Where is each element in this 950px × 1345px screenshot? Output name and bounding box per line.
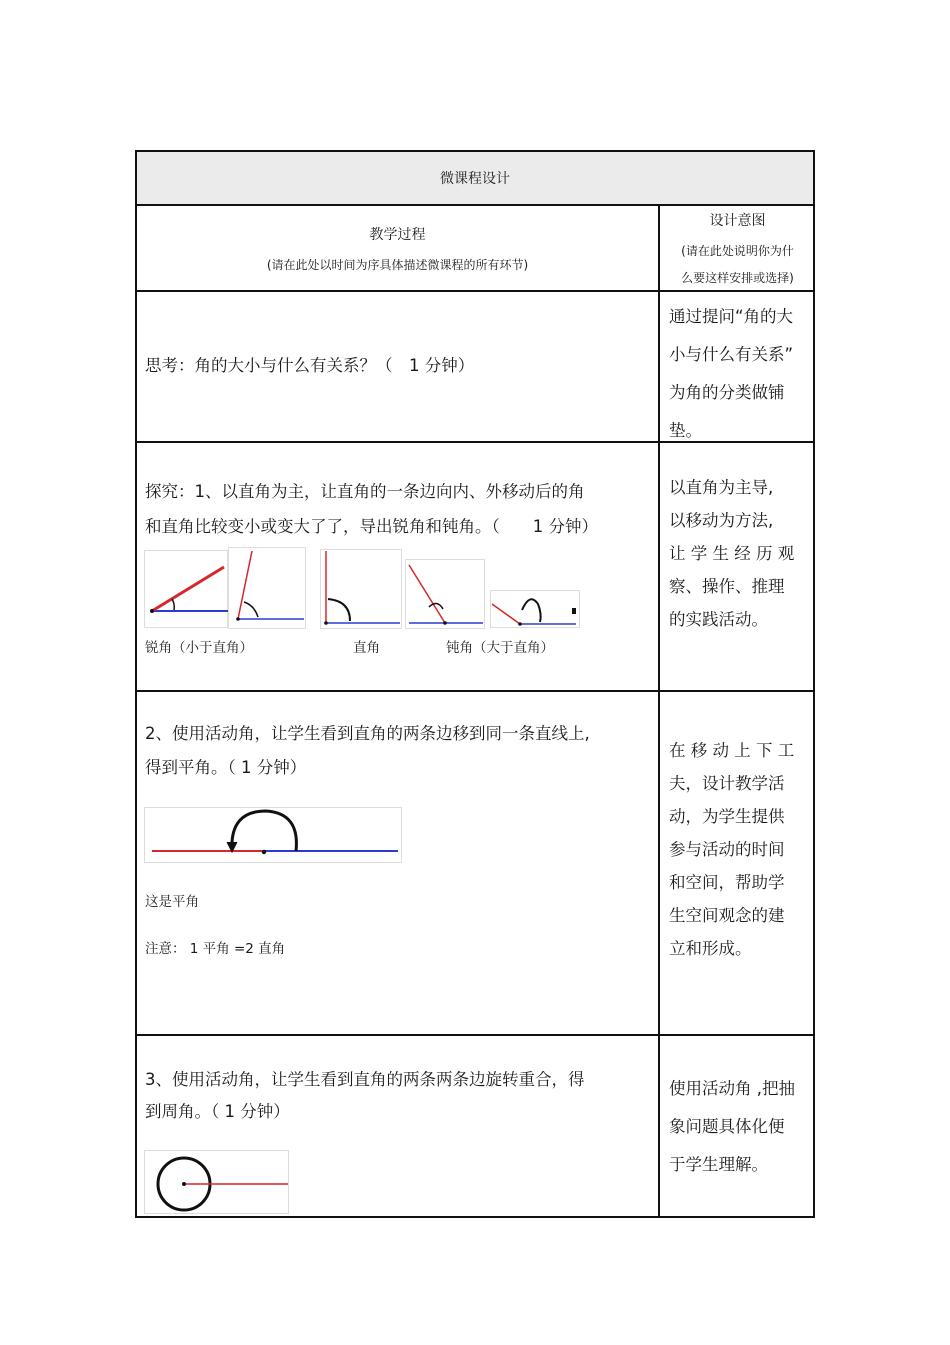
right-column-note-1: (请在此处说明你为什 [681, 244, 794, 258]
intent-line: 生空间观念的建 [669, 906, 785, 925]
intent-line: 在 移 动 上 下 工 [669, 741, 795, 760]
obtuse-angle-figure [405, 559, 485, 629]
acute-angle-figure-2 [228, 547, 306, 629]
row4-text-1: 3、使用活动角，让学生看到直角的两条两条边旋转重合，得 [145, 1070, 585, 1089]
intent-line: 和空间，帮助学 [669, 873, 785, 892]
full-angle-figure [144, 1150, 289, 1214]
divider [137, 290, 813, 292]
row2-intent [669, 471, 815, 636]
column-divider [658, 204, 660, 1218]
intent-line: 使用活动角 ,把抽 [669, 1079, 795, 1098]
row1-intent [669, 298, 815, 450]
intent-line: 通过提问“角的大 [669, 307, 794, 326]
intent-line: 于学生理解。 [669, 1155, 768, 1174]
caption-acute: 锐角（小于直角） [145, 640, 253, 656]
straight-angle-figure [144, 807, 402, 863]
intent-line: 以直角为主导, [669, 478, 774, 497]
row3-text-1: 2、使用活动角，让学生看到直角的两条边移到同一条直线上, [145, 724, 590, 743]
table-title: 微课程设计 [440, 171, 510, 187]
right-column-note-2: 么要这样安排或选择) [681, 271, 794, 285]
row4-text-2: 到周角。（ 1 分钟） [145, 1102, 290, 1121]
straight-angle-note: 注意： 1 平角 =2 直角 [145, 941, 286, 957]
row3-intent [669, 734, 815, 965]
intent-line: 夫，设计教学活 [669, 774, 785, 793]
divider [137, 204, 813, 206]
left-column-note: (请在此处以时间为序具体描述微课程的所有环节) [266, 258, 529, 272]
left-column-title: 教学过程 [369, 227, 426, 243]
intent-line: 垫。 [669, 421, 702, 440]
lesson-table [135, 150, 815, 1218]
row4-intent [669, 1070, 815, 1184]
row2-text-1: 探究：1、以直角为主，让直角的一条边向内、外移动后的角 [145, 482, 585, 501]
intent-line: 立和形成。 [669, 939, 752, 958]
intent-line: 动，为学生提供 [669, 807, 785, 826]
row2-text-2: 和直角比较变小或变大了了，导出锐角和钝角。（ 1 分钟） [145, 517, 598, 536]
intent-line: 为角的分类做铺 [669, 383, 785, 402]
right-angle-figure [320, 549, 402, 629]
divider [137, 1034, 813, 1036]
caption-obtuse: 钝角（大于直角） [446, 640, 554, 656]
intent-line: 象问题具体化便 [669, 1117, 785, 1136]
row3-text-2: 得到平角。（ 1 分钟） [145, 758, 307, 777]
divider [137, 690, 813, 692]
intent-line: 察、操作、推理 [669, 577, 785, 596]
intent-line: 小与什么有关系” [669, 345, 794, 364]
acute-angle-figure [144, 550, 228, 628]
intent-line: 的实践活动。 [669, 610, 768, 629]
intent-line: 参与活动的时间 [669, 840, 785, 859]
row1-text: 思考：角的大小与什么有关系？（ 1 分钟） [145, 356, 475, 375]
intent-line: 让 学 生 经 历 观 [669, 544, 795, 563]
straight-angle-caption: 这是平角 [145, 894, 199, 910]
table-header [137, 152, 813, 204]
obtuse-angle-figure-2 [490, 590, 580, 628]
caption-right: 直角 [353, 640, 380, 656]
right-column-title: 设计意图 [709, 213, 766, 229]
intent-line: 以移动为方法, [669, 511, 774, 530]
